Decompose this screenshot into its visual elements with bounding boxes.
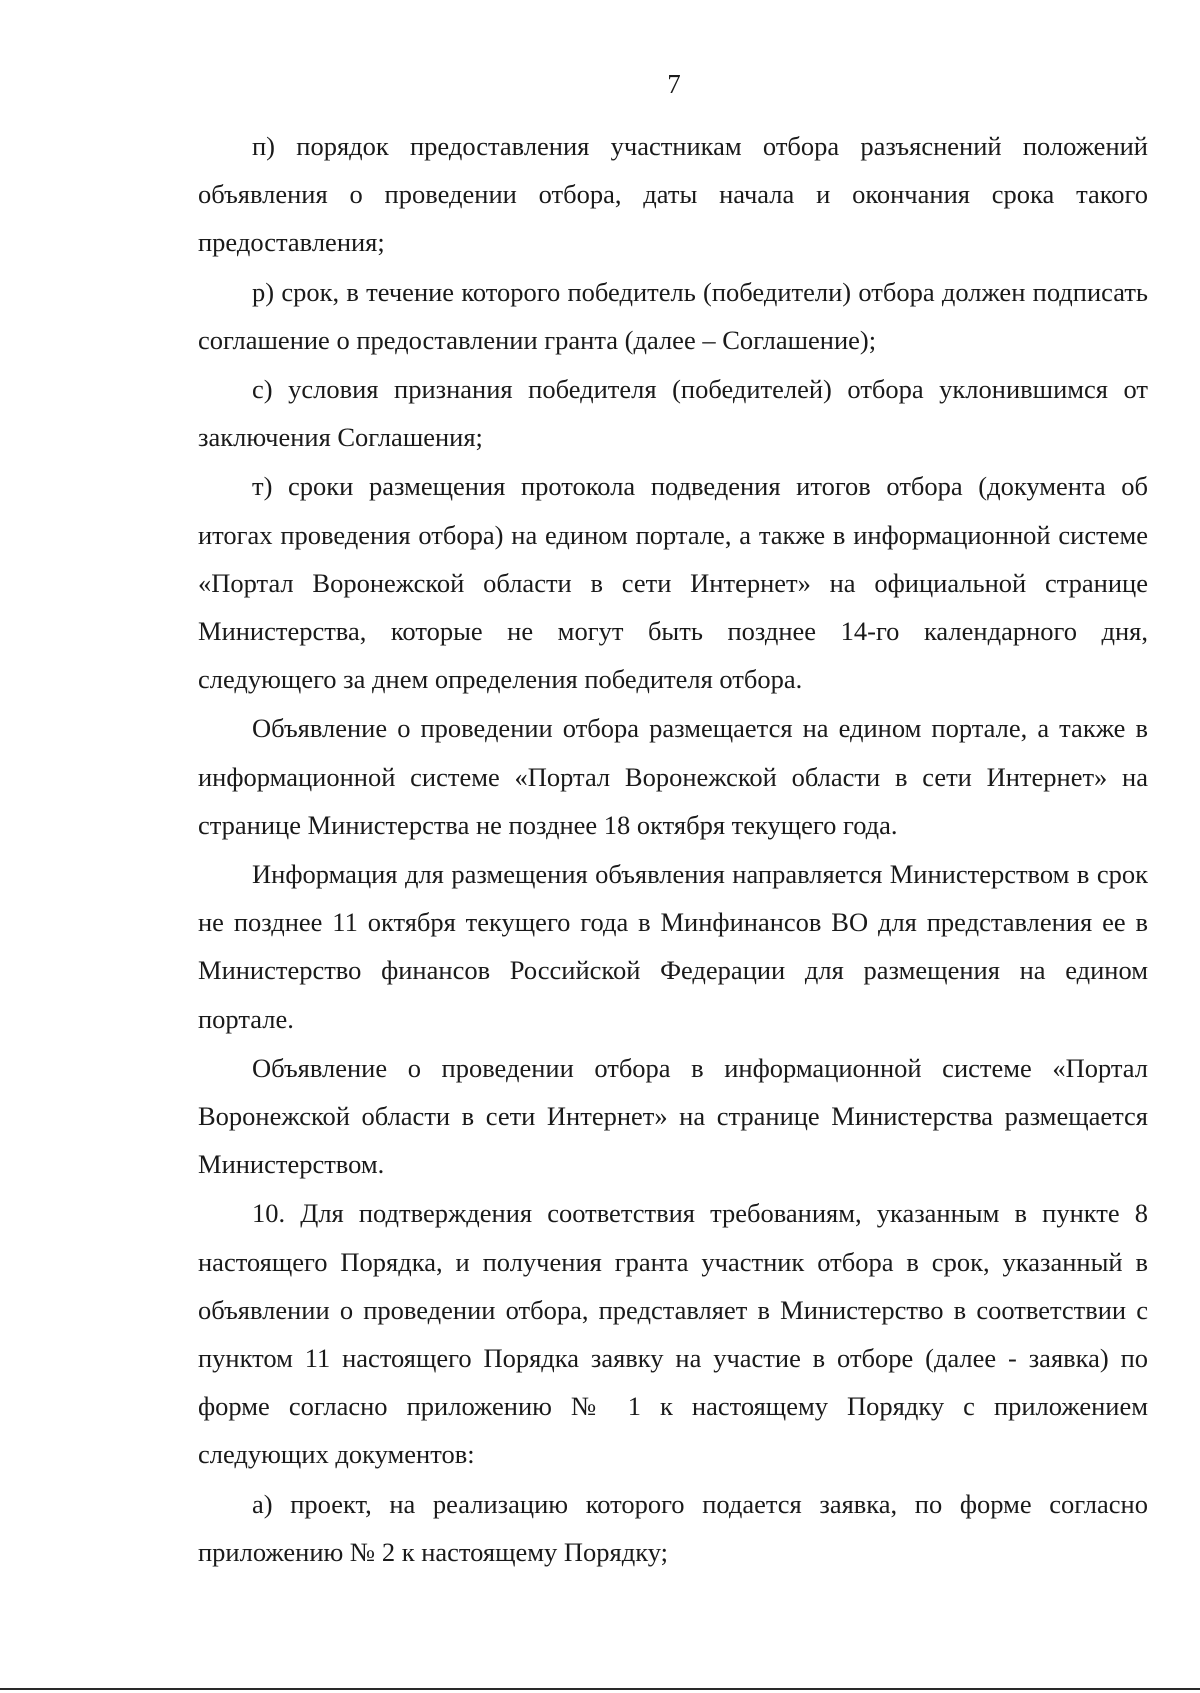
- paragraph-item-s: с) условия признания победителя (победителей) отбора уклонившимся от заключения Соглашения;: [198, 374, 1148, 453]
- page-number: 7: [667, 69, 681, 99]
- paragraph-announcement-portal: Объявление о проведении отбора в информационной системе «Портал Воронежской области в сети Интернет» на странице Министерства размещается Министерством.: [198, 1052, 1148, 1180]
- paragraph-announcement-placement: Объявление о проведении отбора размещается на едином портале, а также в информационной системе «Портал Воронежской области в сети Интернет» на странице Министерства не позднее 18 октября текущего года.: [198, 713, 1148, 840]
- paragraph-item-t: т) сроки размещения протокола подведения итогов отбора (документа об итогах проведения отбора) на едином портале, а также в информационной системе «Портал Воронежской области в сети Интернет» на официальной странице Министерства, которые не могут быть позднее 14-го календарного дня, следующего за днем определения победителя отбора.: [198, 471, 1148, 695]
- paragraph-item-a: а) проект, на реализацию которого подается заявка, по форме согласно приложению № 2 к настоящему Порядку;: [198, 1488, 1148, 1567]
- paragraph-announcement-info: Информация для размещения объявления направляется Министерством в срок не позднее 11 октября текущего года в Минфинансов ВО для представления ее в Министерство финансов Российской Федерации для размещения на едином портале.: [198, 859, 1148, 1034]
- document-body: [198, 122, 1148, 1577]
- bottom-scan-edge-line: [0, 1688, 1200, 1690]
- paragraph-item-p: п) порядок предоставления участникам отбора разъяснений положений объявления о проведении отбора, даты начала и окончания срока такого предоставления;: [198, 131, 1148, 258]
- paragraph-item-r: р) срок, в течение которого победитель (победители) отбора должен подписать соглашение о предоставлении гранта (далее – Соглашение);: [198, 276, 1148, 355]
- paragraph-clause-10: 10. Для подтверждения соответствия требованиям, указанным в пункте 8 настоящего Порядка, и получения гранта участник отбора в срок, указанный в объявлении о проведении отбора, представляет в Министерство в соответствии с пунктом 11 настоящего Порядка заявку на участие в отборе (далее - заявка) по форме согласно приложению № 1 к настоящему Порядку с приложением следующих документов:: [198, 1198, 1148, 1470]
